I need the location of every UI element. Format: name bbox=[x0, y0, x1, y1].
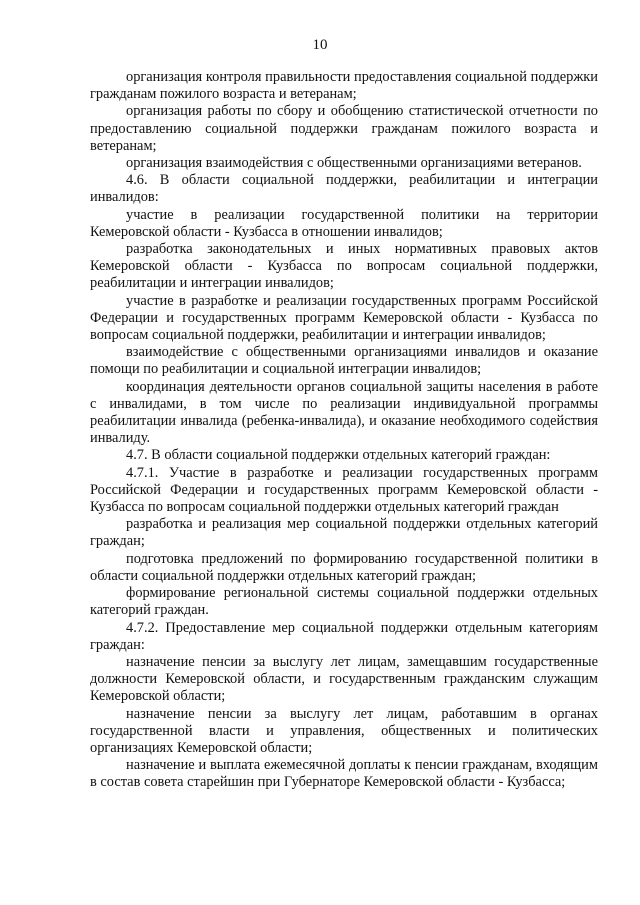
paragraph: участие в разработке и реализации государственных программ Российской Федерации и государственных программ Кемеровской области - Кузбасса по вопросам социальной поддержки, реабилитации и интеграции инвалидов; bbox=[90, 292, 598, 344]
paragraph: разработка и реализация мер социальной поддержки отдельных категорий граждан; bbox=[90, 516, 598, 550]
paragraph: организация взаимодействия с общественными организациями ветеранов. bbox=[126, 155, 582, 172]
paragraph: организация работы по сбору и обобщению статистической отчетности по предоставлению социальной поддержки гражданам пожилого возраста и ветеранам; bbox=[90, 103, 598, 154]
paragraph: координация деятельности органов социальной защиты населения в работе с инвалидами, в том числе по реализации индивидуальной программы реабилитации инвалида (ребенка-инвалида), и оказание необходимого содействия инвалиду. bbox=[90, 378, 598, 447]
document-body bbox=[90, 69, 598, 792]
paragraph: взаимодействие с общественными организациями инвалидов и оказание помощи по реабилитации и социальной интеграции инвалидов; bbox=[90, 344, 598, 378]
page-number: 10 bbox=[312, 37, 328, 53]
paragraph: назначение и выплата ежемесячной доплаты к пенсии гражданам, входящим в состав совета старейшин при Губернаторе Кемеровской области - Кузбасса; bbox=[90, 757, 598, 791]
paragraph: организация контроля правильности предоставления социальной поддержки гражданам пожилого возраста и ветеранам; bbox=[90, 69, 598, 103]
paragraph: подготовка предложений по формированию государственной политики в области социальной поддержки отдельных категорий граждан; bbox=[90, 550, 598, 584]
paragraph: формирование региональной системы социальной поддержки отдельных категорий граждан. bbox=[90, 585, 598, 619]
section-heading-4-6: 4.6. В области социальной поддержки, реабилитации и интеграции инвалидов: bbox=[90, 172, 598, 206]
paragraph: назначение пенсии за выслугу лет лицам, работавшим в органах государственной власти и управления, общественных и политических организациях Кемеровской области; bbox=[90, 705, 598, 756]
subsection-4-7-1: 4.7.1. Участие в разработке и реализации государственных программ Российской Федерации и государственных программ Кемеровской области - Кузбасса по вопросам социальной поддержки отдельных категорий граждан bbox=[90, 464, 598, 516]
paragraph: назначение пенсии за выслугу лет лицам, замещавшим государственные должности Кемеровской области, и государственным гражданским служащим Кемеровской области; bbox=[90, 653, 598, 705]
paragraph: участие в реализации государственной политики на территории Кемеровской области - Кузбасса в отношении инвалидов; bbox=[90, 206, 598, 240]
subsection-4-7-2: 4.7.2. Предоставление мер социальной поддержки отдельным категориям граждан: bbox=[90, 619, 598, 653]
paragraph: разработка законодательных и иных нормативных правовых актов Кемеровской области - Кузбасса по вопросам социальной поддержки, реабилитации и интеграции инвалидов; bbox=[90, 241, 598, 292]
section-heading-4-7: 4.7. В области социальной поддержки отдельных категорий граждан: bbox=[126, 447, 551, 464]
